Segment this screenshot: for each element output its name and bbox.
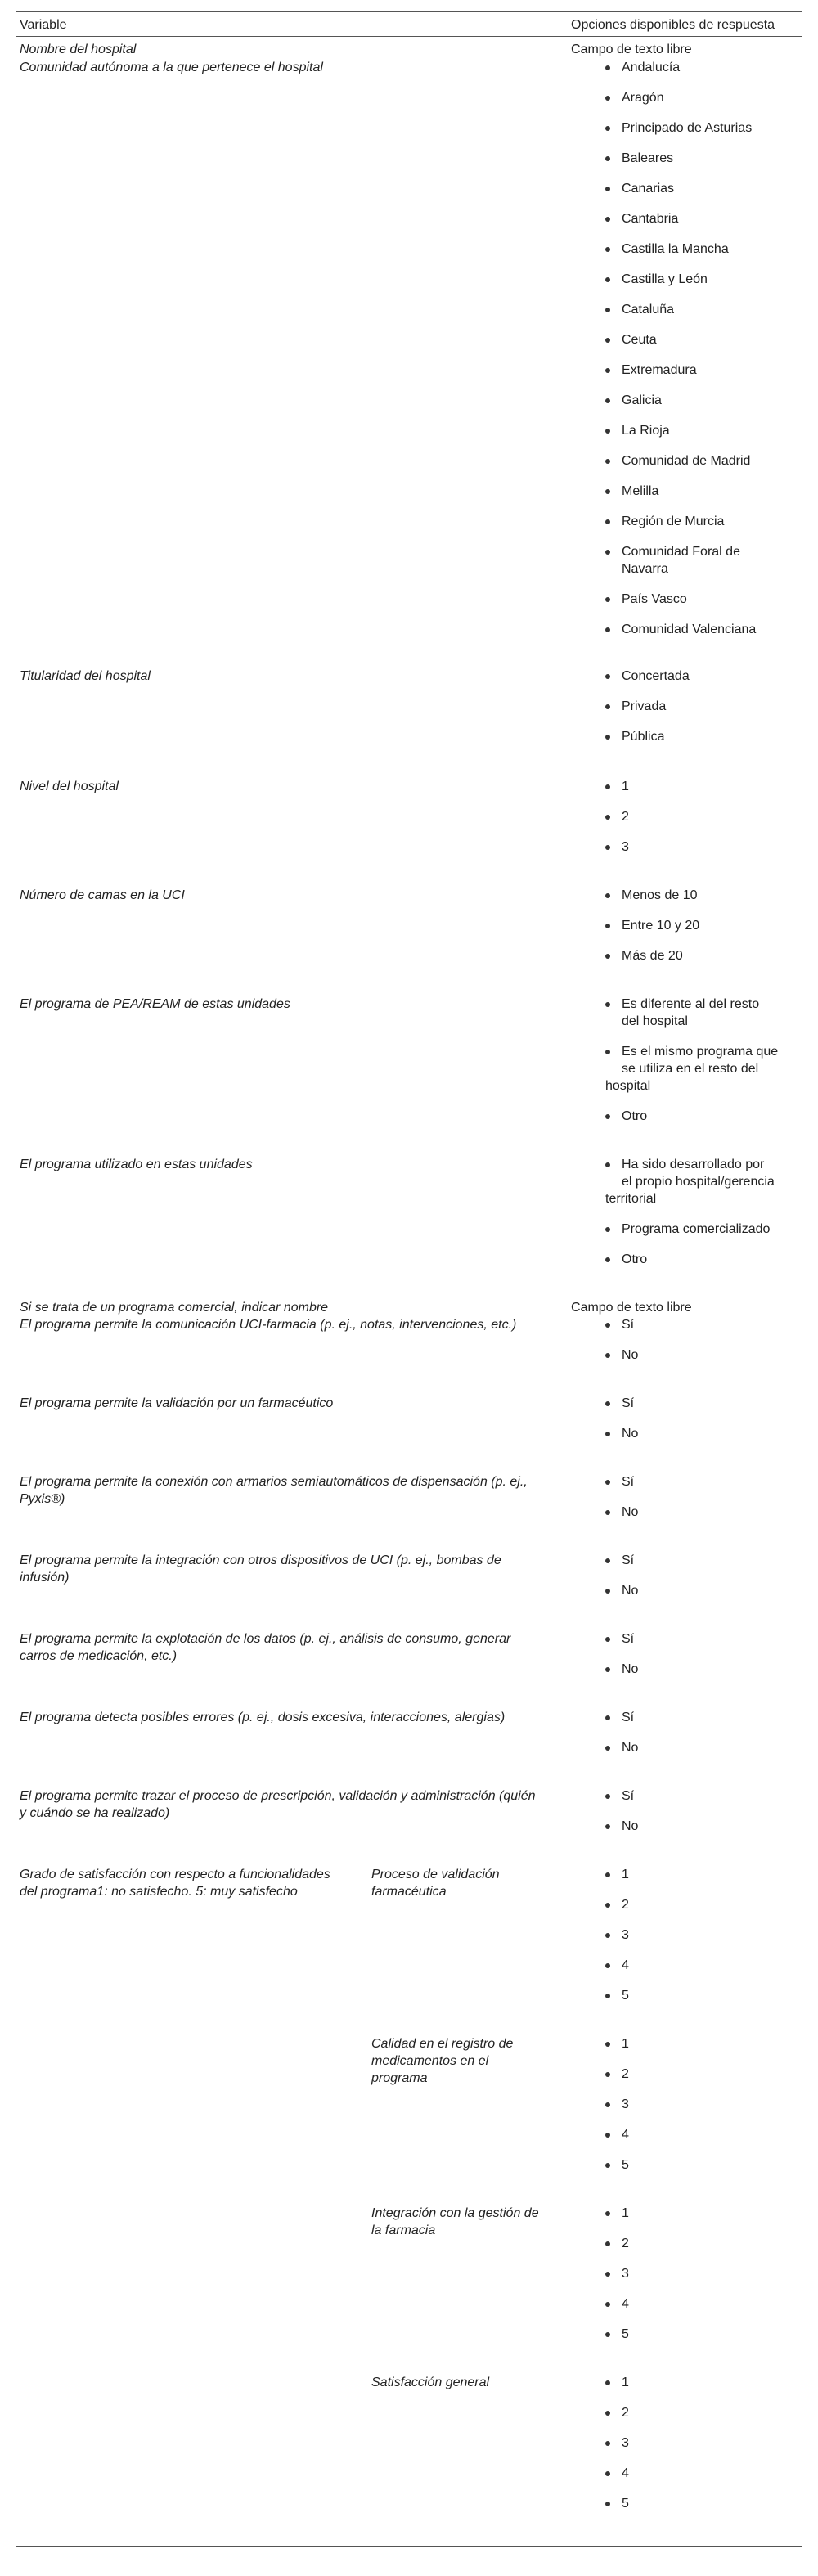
option-item: Comunidad Valenciana xyxy=(622,623,757,636)
option-item: Melilla xyxy=(622,484,659,498)
free-text-option: Campo de texto libre xyxy=(571,43,692,56)
header-options: Opciones disponibles de respuesta xyxy=(571,18,775,32)
option-item: 1 xyxy=(622,780,629,793)
sub-label-cont: medicamentos en el xyxy=(371,2054,489,2068)
option-item: 3 xyxy=(622,2097,629,2111)
option-item: Comunidad de Madrid xyxy=(622,454,751,468)
option-item: 2 xyxy=(622,2237,629,2250)
header-variable: Variable xyxy=(20,18,67,32)
option-item: 5 xyxy=(622,2497,629,2511)
row-label-cont: infusión) xyxy=(20,1571,70,1585)
option-item: 1 xyxy=(622,1868,629,1881)
free-text-option: Campo de texto libre xyxy=(571,1301,692,1315)
option-item: La Rioja xyxy=(622,424,670,438)
option-item: Ceuta xyxy=(622,333,657,347)
option-item: No xyxy=(622,1348,639,1362)
row-label-cont: del programa1: no satisfecho. 5: muy satisfecho xyxy=(20,1885,298,1899)
option-item: 4 xyxy=(622,2466,629,2480)
sub-label-cont: programa xyxy=(371,2071,428,2085)
row-label: Si se trata de un programa comercial, indicar nombre xyxy=(20,1301,329,1315)
row-label: El programa permite la explotación de los datos (p. ej., análisis de consumo, generar xyxy=(20,1632,511,1646)
option-item: Privada xyxy=(622,699,667,713)
option-item-cont: del hospital xyxy=(622,1014,688,1028)
row-label-cont: Pyxis®) xyxy=(20,1492,65,1506)
sub-label: Integración con la gestión de xyxy=(371,2206,539,2220)
option-item: 1 xyxy=(622,2376,629,2389)
option-item: 3 xyxy=(622,2436,629,2450)
option-item: Es el mismo programa que xyxy=(622,1045,779,1059)
option-item: 3 xyxy=(622,2267,629,2281)
option-item: 4 xyxy=(622,2297,629,2311)
option-item: 2 xyxy=(622,810,629,824)
row-label-cont: y cuándo se ha realizado) xyxy=(20,1806,170,1820)
option-item: 3 xyxy=(622,840,629,854)
option-item-cont: hospital xyxy=(605,1079,651,1093)
option-item: 4 xyxy=(622,2128,629,2142)
option-item: 2 xyxy=(622,2406,629,2420)
option-item: País Vasco xyxy=(622,592,687,606)
row-label: Número de camas en la UCI xyxy=(20,888,185,902)
option-item: Concertada xyxy=(622,669,690,683)
sub-label: Calidad en el registro de xyxy=(371,2037,514,2051)
option-item: Menos de 10 xyxy=(622,888,698,902)
option-item: 5 xyxy=(622,1989,629,2003)
option-item: Extremadura xyxy=(622,363,697,377)
option-item-cont: territorial xyxy=(605,1192,657,1206)
row-label: El programa permite la integración con otros dispositivos de UCI (p. ej., bombas de xyxy=(20,1553,501,1567)
row-label: El programa utilizado en estas unidades xyxy=(20,1158,253,1171)
sub-label-cont: farmacéutica xyxy=(371,1885,447,1899)
row-label: El programa detecta posibles errores (p. ej., dosis excesiva, interacciones, alergias) xyxy=(20,1711,506,1724)
option-item: Sí xyxy=(622,1632,635,1646)
option-item: Sí xyxy=(622,1396,635,1410)
sub-label-cont: la farmacia xyxy=(371,2223,436,2237)
row-label: Nombre del hospital xyxy=(20,43,137,56)
option-item: Sí xyxy=(622,1318,635,1332)
option-item: Andalucía xyxy=(622,61,681,74)
option-item: Es diferente al del resto xyxy=(622,997,760,1011)
option-item: 5 xyxy=(622,2158,629,2172)
option-item: Más de 20 xyxy=(622,949,683,963)
option-item: Aragón xyxy=(622,91,664,105)
option-item: 4 xyxy=(622,1958,629,1972)
row-label: El programa permite la conexión con armarios semiautomáticos de dispensación (p. ej., xyxy=(20,1475,528,1489)
header-rule xyxy=(16,36,802,37)
option-item: Sí xyxy=(622,1475,635,1489)
option-item: Entre 10 y 20 xyxy=(622,919,700,933)
option-item: No xyxy=(622,1741,639,1755)
option-item: Castilla la Mancha xyxy=(622,242,729,256)
row-label: Comunidad autónoma a la que pertenece el hospital xyxy=(20,61,323,74)
option-item: No xyxy=(622,1427,639,1441)
option-item: 2 xyxy=(622,2067,629,2081)
option-item: Galicia xyxy=(622,393,662,407)
option-item: No xyxy=(622,1662,639,1676)
bottom-rule xyxy=(16,2546,802,2547)
option-item-cont: el propio hospital/gerencia xyxy=(622,1175,775,1189)
option-item: Comunidad Foral de xyxy=(622,545,740,559)
option-item: Cataluña xyxy=(622,303,675,317)
option-item: Canarias xyxy=(622,182,675,196)
option-item: 5 xyxy=(622,2327,629,2341)
row-label: El programa permite la comunicación UCI-farmacia (p. ej., notas, intervenciones, etc.) xyxy=(20,1318,517,1332)
sub-label: Satisfacción general xyxy=(371,2376,490,2389)
option-item: Otro xyxy=(622,1109,648,1123)
option-item: Cantabria xyxy=(622,212,679,226)
row-label: Titularidad del hospital xyxy=(20,669,151,683)
row-label: El programa permite trazar el proceso de prescripción, validación y administración (quién xyxy=(20,1789,536,1803)
option-item: Sí xyxy=(622,1711,635,1724)
sub-label: Proceso de validación xyxy=(371,1868,500,1881)
option-item-cont: Navarra xyxy=(622,562,668,576)
row-label: Grado de satisfacción con respecto a funcionalidades xyxy=(20,1868,330,1881)
option-item: 1 xyxy=(622,2206,629,2220)
option-item: Sí xyxy=(622,1553,635,1567)
option-item: Programa comercializado xyxy=(622,1222,771,1236)
option-item: Otro xyxy=(622,1252,648,1266)
option-item: Principado de Asturias xyxy=(622,121,753,135)
option-item: Pública xyxy=(622,730,665,744)
option-item: 1 xyxy=(622,2037,629,2051)
option-item: Sí xyxy=(622,1789,635,1803)
option-item: Castilla y León xyxy=(622,272,708,286)
row-label: El programa de PEA/REAM de estas unidades xyxy=(20,997,290,1011)
row-label-cont: carros de medicación, etc.) xyxy=(20,1649,178,1663)
row-label: El programa permite la validación por un farmacéutico xyxy=(20,1396,334,1410)
top-rule xyxy=(16,11,802,12)
option-item: 2 xyxy=(622,1898,629,1912)
option-item: No xyxy=(622,1584,639,1598)
option-item: No xyxy=(622,1819,639,1833)
option-item: Ha sido desarrollado por xyxy=(622,1158,765,1171)
option-item: Región de Murcia xyxy=(622,515,725,528)
option-item: Baleares xyxy=(622,151,674,165)
row-label: Nivel del hospital xyxy=(20,780,119,793)
option-item-cont: se utiliza en el resto del xyxy=(622,1062,759,1076)
option-item: No xyxy=(622,1505,639,1519)
option-item: 3 xyxy=(622,1928,629,1942)
